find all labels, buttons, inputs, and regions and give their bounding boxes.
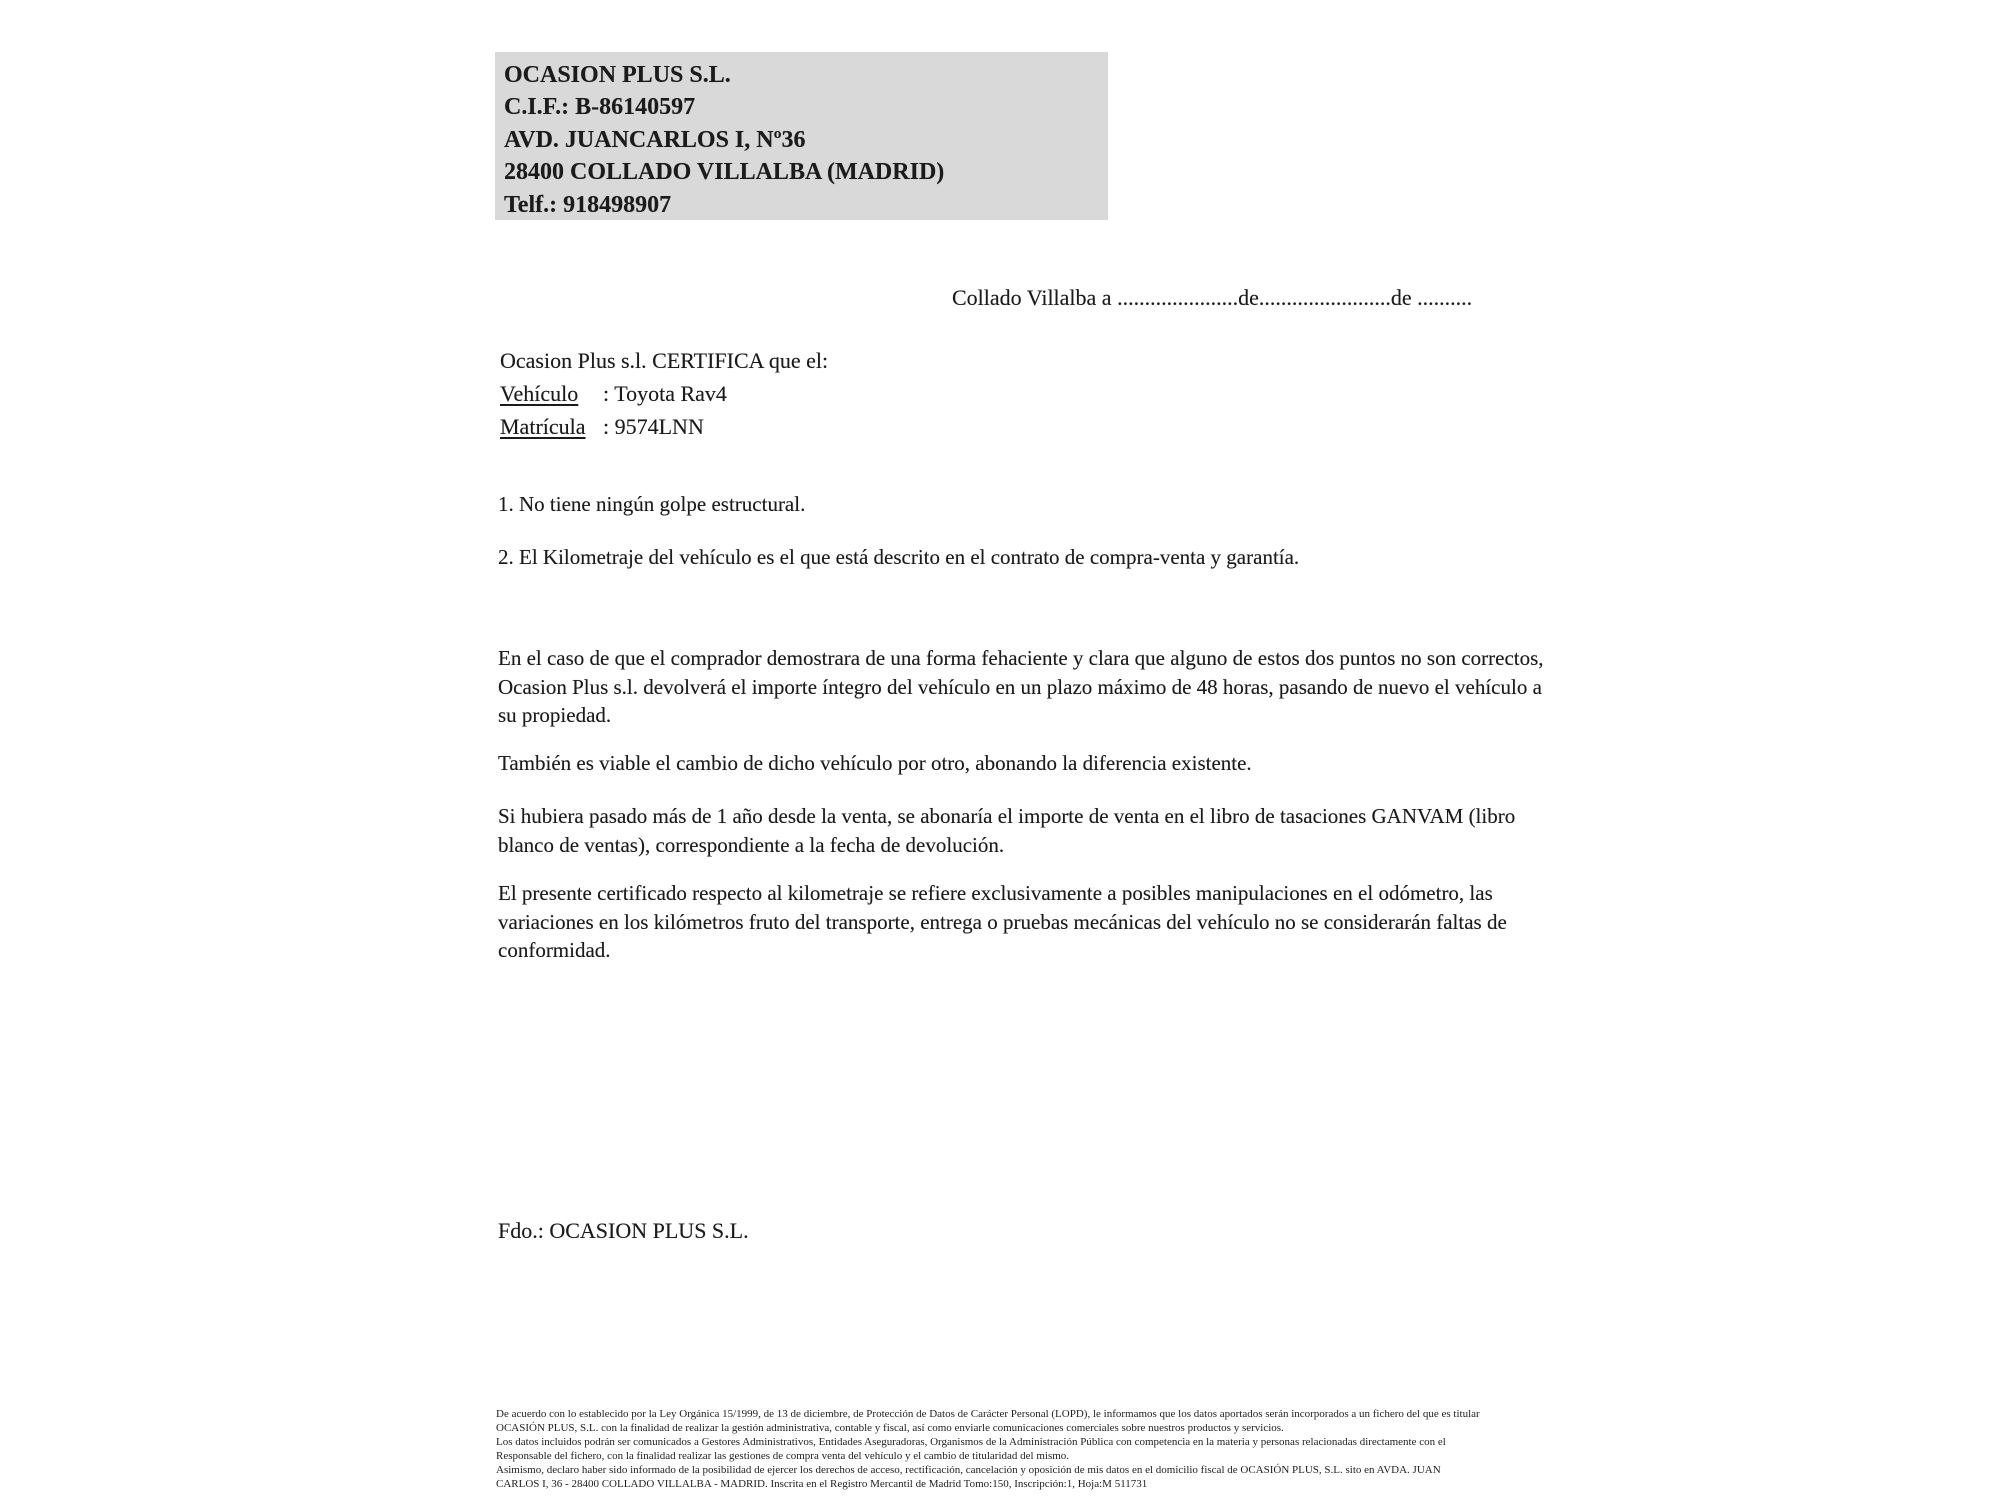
company-name: OCASION PLUS S.L. <box>504 62 731 88</box>
company-city: 28400 COLLADO VILLALBA (MADRID) <box>504 159 945 186</box>
certify-intro: Ocasion Plus s.l. CERTIFICA que el: <box>500 348 829 373</box>
legal-line: Asimismo, declaro haber sido informado de la posibilidad de ejercer los derechos de acceso, rectificación, cancelación y oposición de mis datos en el domicilio fiscal de OCASIÓN PLUS, S.L. sito en AVDA. JUAN <box>496 1464 1441 1476</box>
vehicle-label: Vehículo <box>500 381 579 406</box>
company-phone: Telf.: 918498907 <box>504 191 672 218</box>
certification-block <box>500 344 828 443</box>
paragraph-odometer-scope: El presente certificado respecto al kilometraje se refiere exclusivamente a posibles manipulaciones en el odómetro, las variaciones en los kilómetros fruto del transporte, entrega o pruebas mecánicas del vehículo no se considerarán faltas de conformidad. <box>498 881 1507 962</box>
legal-line: De acuerdo con lo establecido por la Ley Orgánica 15/1999, de 13 de diciembre, de Protección de Datos de Carácter Personal (LOPD), le informamos que los datos aportados serán incorporados a un fichero del que es titular <box>496 1408 1480 1420</box>
certified-point-2: 2. El Kilometraje del vehículo es el que está descrito en el contrato de compra-venta y garantía. <box>498 545 1300 569</box>
legal-line: Los datos incluidos podrán ser comunicados a Gestores Administrativos, Entidades Aseguradoras, Organismos de la Administración Pública con competencia en la materia y personas relacionadas directamente con el <box>496 1436 1446 1448</box>
certified-point-1: 1. No tiene ningún golpe estructural. <box>498 492 806 516</box>
legal-line: OCASIÓN PLUS, S.L. con la finalidad de realizar la gestión administrativa, contable y fiscal, así como enviarle comunicaciones comerciales sobre nuestros productos y servicios. <box>496 1422 1284 1434</box>
vehicle-value: : Toyota Rav4 <box>603 381 727 406</box>
plate-value: : 9574LNN <box>603 414 704 439</box>
company-cif: C.I.F.: B-86140597 <box>504 94 696 121</box>
company-address: AVD. JUANCARLOS I, Nº36 <box>504 126 806 153</box>
place-date-line: Collado Villalba a ......................de........................de .......... <box>952 285 1473 310</box>
legal-line: CARLOS I, 36 - 28400 COLLADO VILLALBA - MADRID. Inscrita en el Registro Mercantil de Madrid Tomo:150, Inscripción:1, Hoja:M 511731 <box>496 1478 1148 1490</box>
legal-line: Responsable del fichero, con la finalidad realizar las gestiones de compra venta del vehículo y el cambio de titularidad del mismo. <box>496 1450 1070 1462</box>
legal-footer <box>496 1407 1480 1491</box>
paragraph-refund-policy: En el caso de que el comprador demostrara de una forma fehaciente y clara que alguno de estos dos puntos no son correctos, Ocasion Plus s.l. devolverá el importe íntegro del vehículo en un plazo máximo de 48 horas, pasando de nuevo el vehículo a su propiedad. <box>498 646 1544 727</box>
paragraph-exchange-option: También es viable el cambio de dicho vehículo por otro, abonando la diferencia existente. <box>498 751 1252 775</box>
signature-line: Fdo.: OCASION PLUS S.L. <box>498 1218 749 1243</box>
plate-row <box>500 410 828 443</box>
company-header-box <box>495 52 1108 220</box>
vehicle-row <box>500 377 828 410</box>
plate-label: Matrícula <box>500 414 586 439</box>
paragraph-ganvam-valuation: Si hubiera pasado más de 1 año desde la venta, se abonaría el importe de venta en el libro de tasaciones GANVAM (libro blanco de ventas), correspondiente a la fecha de devolución. <box>498 804 1516 857</box>
